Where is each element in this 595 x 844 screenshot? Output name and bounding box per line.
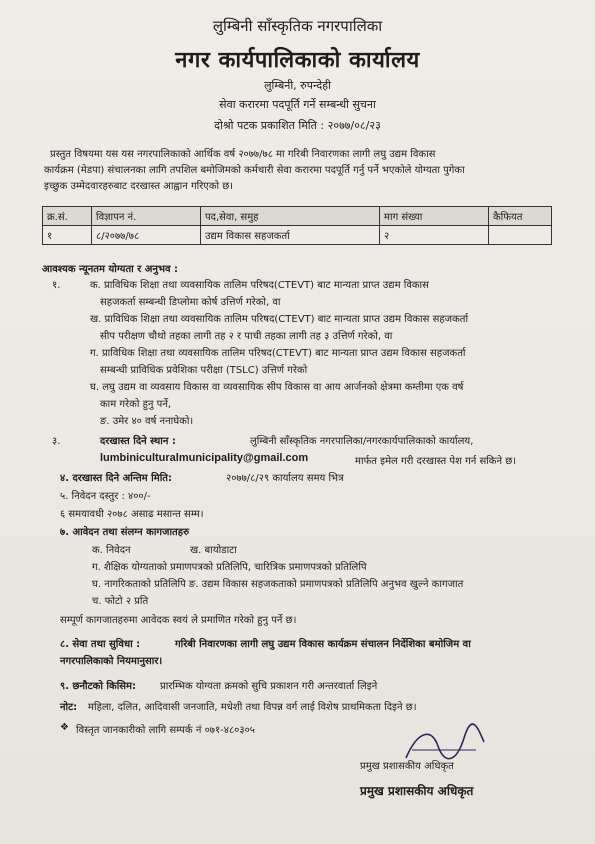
doc-biodata: ख. बायोडाटा bbox=[190, 545, 237, 556]
vacancy-table bbox=[42, 206, 552, 245]
apply-email-suffix: मार्फत इमेल गरी दरखास्त पेश गर्न सकिने छ। bbox=[355, 456, 517, 467]
table-header-row bbox=[43, 207, 552, 226]
municipality-name: लुम्बिनी साँस्कृतिक नगरपालिका bbox=[212, 17, 383, 35]
intro-line-3: इच्छुक उम्मेदवारहरुबाट दरखास्त आह्वान गरिएको छ। bbox=[44, 181, 234, 192]
intro-line-2: कार्यक्रम (मेडपा) संचालनका लागि तपशिल बमोजिमको कर्मचारी सेवा करारमा पदपूर्ति गर्नु पर्ने भएकोले योग्यता पुगेका bbox=[44, 165, 465, 176]
cell-demand: २ bbox=[380, 226, 489, 245]
req-c-line-1: ग. प्राविधिक शिक्षा तथा व्यवसायिक तालिम परिषद(CTEVT) बाट मान्यता प्राप्त उद्यम विकास सहजकर्ता bbox=[90, 348, 466, 359]
publish-date: दोश्रो पटक प्रकाशित मिति : २०७७/०८/२३ bbox=[214, 119, 381, 132]
col-remarks: कैफियत bbox=[489, 207, 552, 226]
office-location: लुम्बिनी, रुपन्देही bbox=[264, 79, 331, 92]
cell-remarks bbox=[489, 226, 552, 245]
requirements-heading: आवश्यक न्यूनतम योग्यता र अनुभव : bbox=[42, 264, 179, 275]
signatory-title: प्रमुख प्रशासकीय अधिकृत bbox=[360, 784, 474, 798]
application-fee: ५. निवेदन दस्तुर : ४००/- bbox=[60, 491, 151, 502]
req-b-line-1: ख. प्राविधिक शिक्षा तथा व्यवसायिक तालिम परिषद(CTEVT) बाट मान्यता प्राप्त उद्यम विकास सहजकर्ता bbox=[90, 314, 469, 325]
signature-caption: प्रमुख प्रशासकीय अधिकृत bbox=[360, 761, 454, 772]
notice-title: सेवा करारमा पदपूर्ति गर्ने सम्बन्धी सुचना bbox=[219, 98, 376, 111]
apply-number: ३. bbox=[52, 436, 61, 447]
apply-place: लुम्बिनी साँस्कृतिक नगरपालिका/नगरकार्यपालिकाको कार्यालय, bbox=[250, 436, 474, 447]
office-title: नगर कार्यपालिकाको कार्यालय bbox=[175, 48, 420, 73]
req-d-line-2: काम गरेको हुनु पर्ने, bbox=[100, 399, 172, 410]
col-demand: माग संख्या bbox=[380, 207, 489, 226]
intro-line-1: प्रस्तुत विषयमा यस यस नगरपालिकाको आर्थिक वर्ष २०७७/७८ मा गरिबी निवारणका लागी लघु उद्यम विकास bbox=[50, 149, 436, 160]
deadline-value: २०७७/८/२९ कार्यालय समय भित्र bbox=[226, 473, 344, 484]
table-row bbox=[43, 226, 552, 245]
apply-label: दरखास्त दिने स्थान : bbox=[100, 436, 176, 447]
contact-text: विस्तृत जानकारीको लागि सम्पर्क नं ०७१-४८०३०५ bbox=[76, 725, 255, 736]
doc-citizenship: घ. नागरिकताको प्रतिलिपि ङ. उद्यम विकास सहजकताको प्रमाणपत्रको प्रतिलिपि अनुभव खुल्ने कागजात bbox=[92, 579, 464, 590]
facility-label: ८. सेवा तथा सुविधा : bbox=[60, 639, 141, 650]
contract-period: ६ समयावधी २०७८ असाढ मसान्त सम्म। bbox=[60, 509, 204, 520]
col-post: पद,सेवा, समुह bbox=[201, 207, 380, 226]
doc-photo: च. फोटो २ प्रति bbox=[92, 596, 149, 607]
facility-text-2: नगरपालिकाको नियमानुसार। bbox=[60, 656, 163, 667]
req-c-line-2: सम्बन्धी प्राविधिक प्रवेशिका परीक्षा (TSLC) उत्तिर्ण गरेको bbox=[100, 365, 308, 376]
req-b-line-2: सीप परीक्षण चौथो तहका लागी तह २ र पाची तहका लागी तह ३ उत्तिर्ण गरेको, वा bbox=[100, 331, 393, 342]
selection-text: प्रारम्भिक योग्यता क्रमको सुचि प्रकाशन गरी अन्तरवार्ता लिइने bbox=[160, 681, 378, 692]
req-e-line-1: ङ. उमेर ४० वर्ष ननाघेको। bbox=[100, 416, 194, 427]
documents-heading: ७. आवेदन तथा संलग्न कागजातहरु bbox=[60, 527, 190, 538]
cell-serial: १ bbox=[43, 226, 92, 245]
selection-label: ९. छनौटको किसिम: bbox=[60, 681, 137, 692]
col-advert-no: विज्ञापन नं. bbox=[92, 207, 201, 226]
cell-advert-no: ८/२०७७/७८ bbox=[92, 226, 201, 245]
diamond-icon: ❖ bbox=[60, 722, 69, 733]
deadline-label: ४. दरखास्त दिने अन्तिम मिति: bbox=[60, 473, 172, 484]
doc-application: क. निवेदन bbox=[92, 545, 131, 556]
col-serial: क्र.सं. bbox=[43, 207, 92, 226]
facility-text-1: गरिबी निवारणका लागी लघु उद्यम विकास कार्यक्रम संचालन निर्देशिका बमोजिम वा bbox=[175, 639, 471, 650]
note-text: महिला, दलित, आदिवासी जनजाति, मधेशी तथा विपन्न वर्ग लाई विशेष प्राथमिकता दिइने छ। bbox=[88, 702, 417, 713]
req-number: १. bbox=[52, 280, 61, 291]
req-d-line-1: घ. लघु उद्यम वा व्यवसाय विकास वा व्यवसायिक सीप विकास वा आय आर्जनको क्षेत्रमा कम्तीमा एक वर्ष bbox=[90, 382, 464, 393]
req-a-line-1: क. प्राविधिक शिक्षा तथा व्यवसायिक तालिम परिषद(CTEVT) बाट मान्यता प्राप्त उद्यम विकास bbox=[90, 280, 429, 291]
apply-email[interactable]: lumbiniculturalmunicipality@gmail.com bbox=[100, 452, 309, 464]
documents-note: सम्पूर्ण कागजातहरुमा आवेदक स्वयं ले प्रमाणित गरेको हुनु पर्ने छ। bbox=[60, 615, 297, 626]
note-label: नोट: bbox=[60, 702, 78, 713]
doc-certificates: ग. शैक्षिक योग्यताको प्रमाणपत्रको प्रतिलिपि, चारित्रिक प्रमाणपत्रको प्रतिलिपि bbox=[92, 562, 367, 573]
req-a-line-2: सहजकर्ता सम्बन्धी डिप्लोमा कोर्ष उत्तिर्ण गरेको, वा bbox=[100, 297, 281, 308]
cell-post: उद्यम विकास सहजकर्ता bbox=[201, 226, 380, 245]
